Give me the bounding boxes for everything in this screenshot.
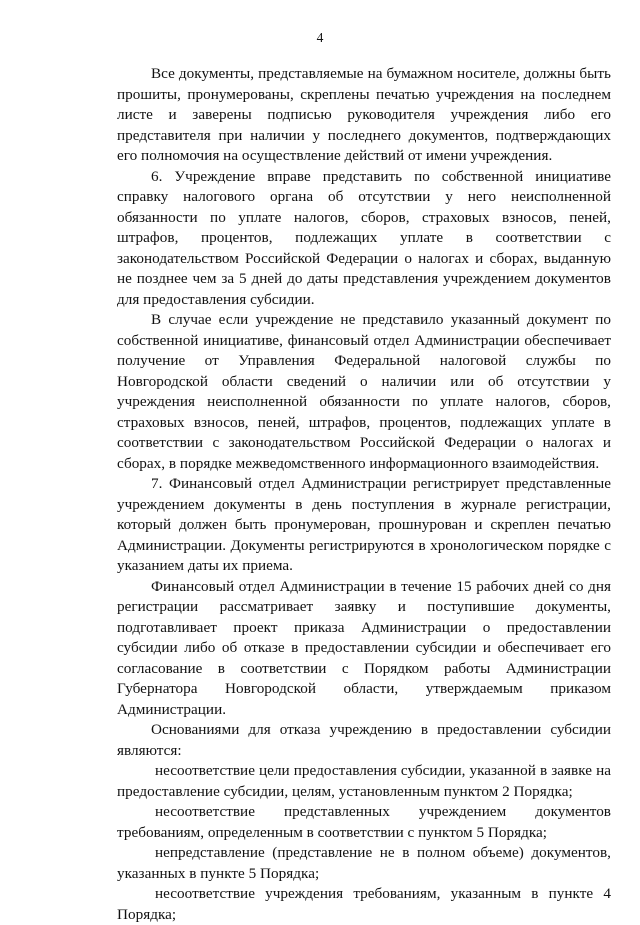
paragraph-review-period: Финансовый отдел Администрации в течение 15 рабочих дней со дня регистрации рассматривает заявку и поступившие документы, подготавливает проект приказа Администрации о предоставлении субсидии либо об отказе в предоставлении субсидии и обеспечивает его согласование в соответствии с Порядком работы Администрации Губернатора Новгородской области, утверждаемым приказом Администрации.: [117, 577, 611, 718]
paragraph-documents-binding: Все документы, представляемые на бумажном носителе, должны быть прошиты, пронумерованы, скреплены печатью учреждения на последнем листе и заверены подписью руководителя учреждения либо его представителя при наличии у последнего документов, подтверждающих его полномочия на осуществление действий от имени учреждения.: [117, 65, 611, 164]
refusal-ground-item: несоответствие цели предоставления субсидии, указанной в заявке на предоставление субсидии, целям, установленным пунктом 2 Порядка;: [117, 762, 611, 800]
paragraph-item-6: 6. Учреждение вправе представить по собственной инициативе справку налогового органа об отсутствии у него неисполненной обязанности по уплате налогов, сборов, страховых взносов, пеней, штрафов, процентов, подлежащих уплате в соответствии с законодательством Российской Федерации о налогах и сборах, выданную не позднее чем за 5 дней до даты представления учреждением документов для предоставления субсидии.: [117, 167, 611, 308]
document-body: [117, 64, 611, 925]
paragraph-item-7: 7. Финансовый отдел Администрации регистрирует представленные учреждением документы в день поступления в журнале регистрации, который должен быть пронумерован, прошнурован и скреплен печатью Администрации. Документы регистрируются в хронологическом порядке с указанием даты их приема.: [117, 475, 611, 574]
refusal-ground-item: несоответствие представленных учреждением документов требованиям, определенным в соответствии с пунктом 5 Порядка;: [117, 803, 611, 841]
refusal-ground-item: непредставление (представление не в полном объеме) документов, указанных в пункте 5 Порядка;: [117, 844, 611, 882]
page-number: 4: [316, 30, 324, 45]
paragraph-tax-office-request: В случае если учреждение не представило указанный документ по собственной инициативе, финансовый отдел Администрации обеспечивает получение от Управления Федеральной налоговой службы по Новгородской области сведений о наличии или об отсутствии у учреждения неисполненной обязанности по уплате налогов, сборов, страховых взносов, пеней, штрафов, процентов, подлежащих уплате в соответствии с законодательством Российской Федерации о налогах и сборах, в порядке межведомственного информационного взаимодействия.: [117, 311, 611, 472]
paragraph-refusal-grounds: Основаниями для отказа учреждению в предоставлении субсидии являются:: [117, 721, 611, 759]
refusal-ground-item: несоответствие учреждения требованиям, указанным в пункте 4 Порядка;: [117, 885, 611, 923]
